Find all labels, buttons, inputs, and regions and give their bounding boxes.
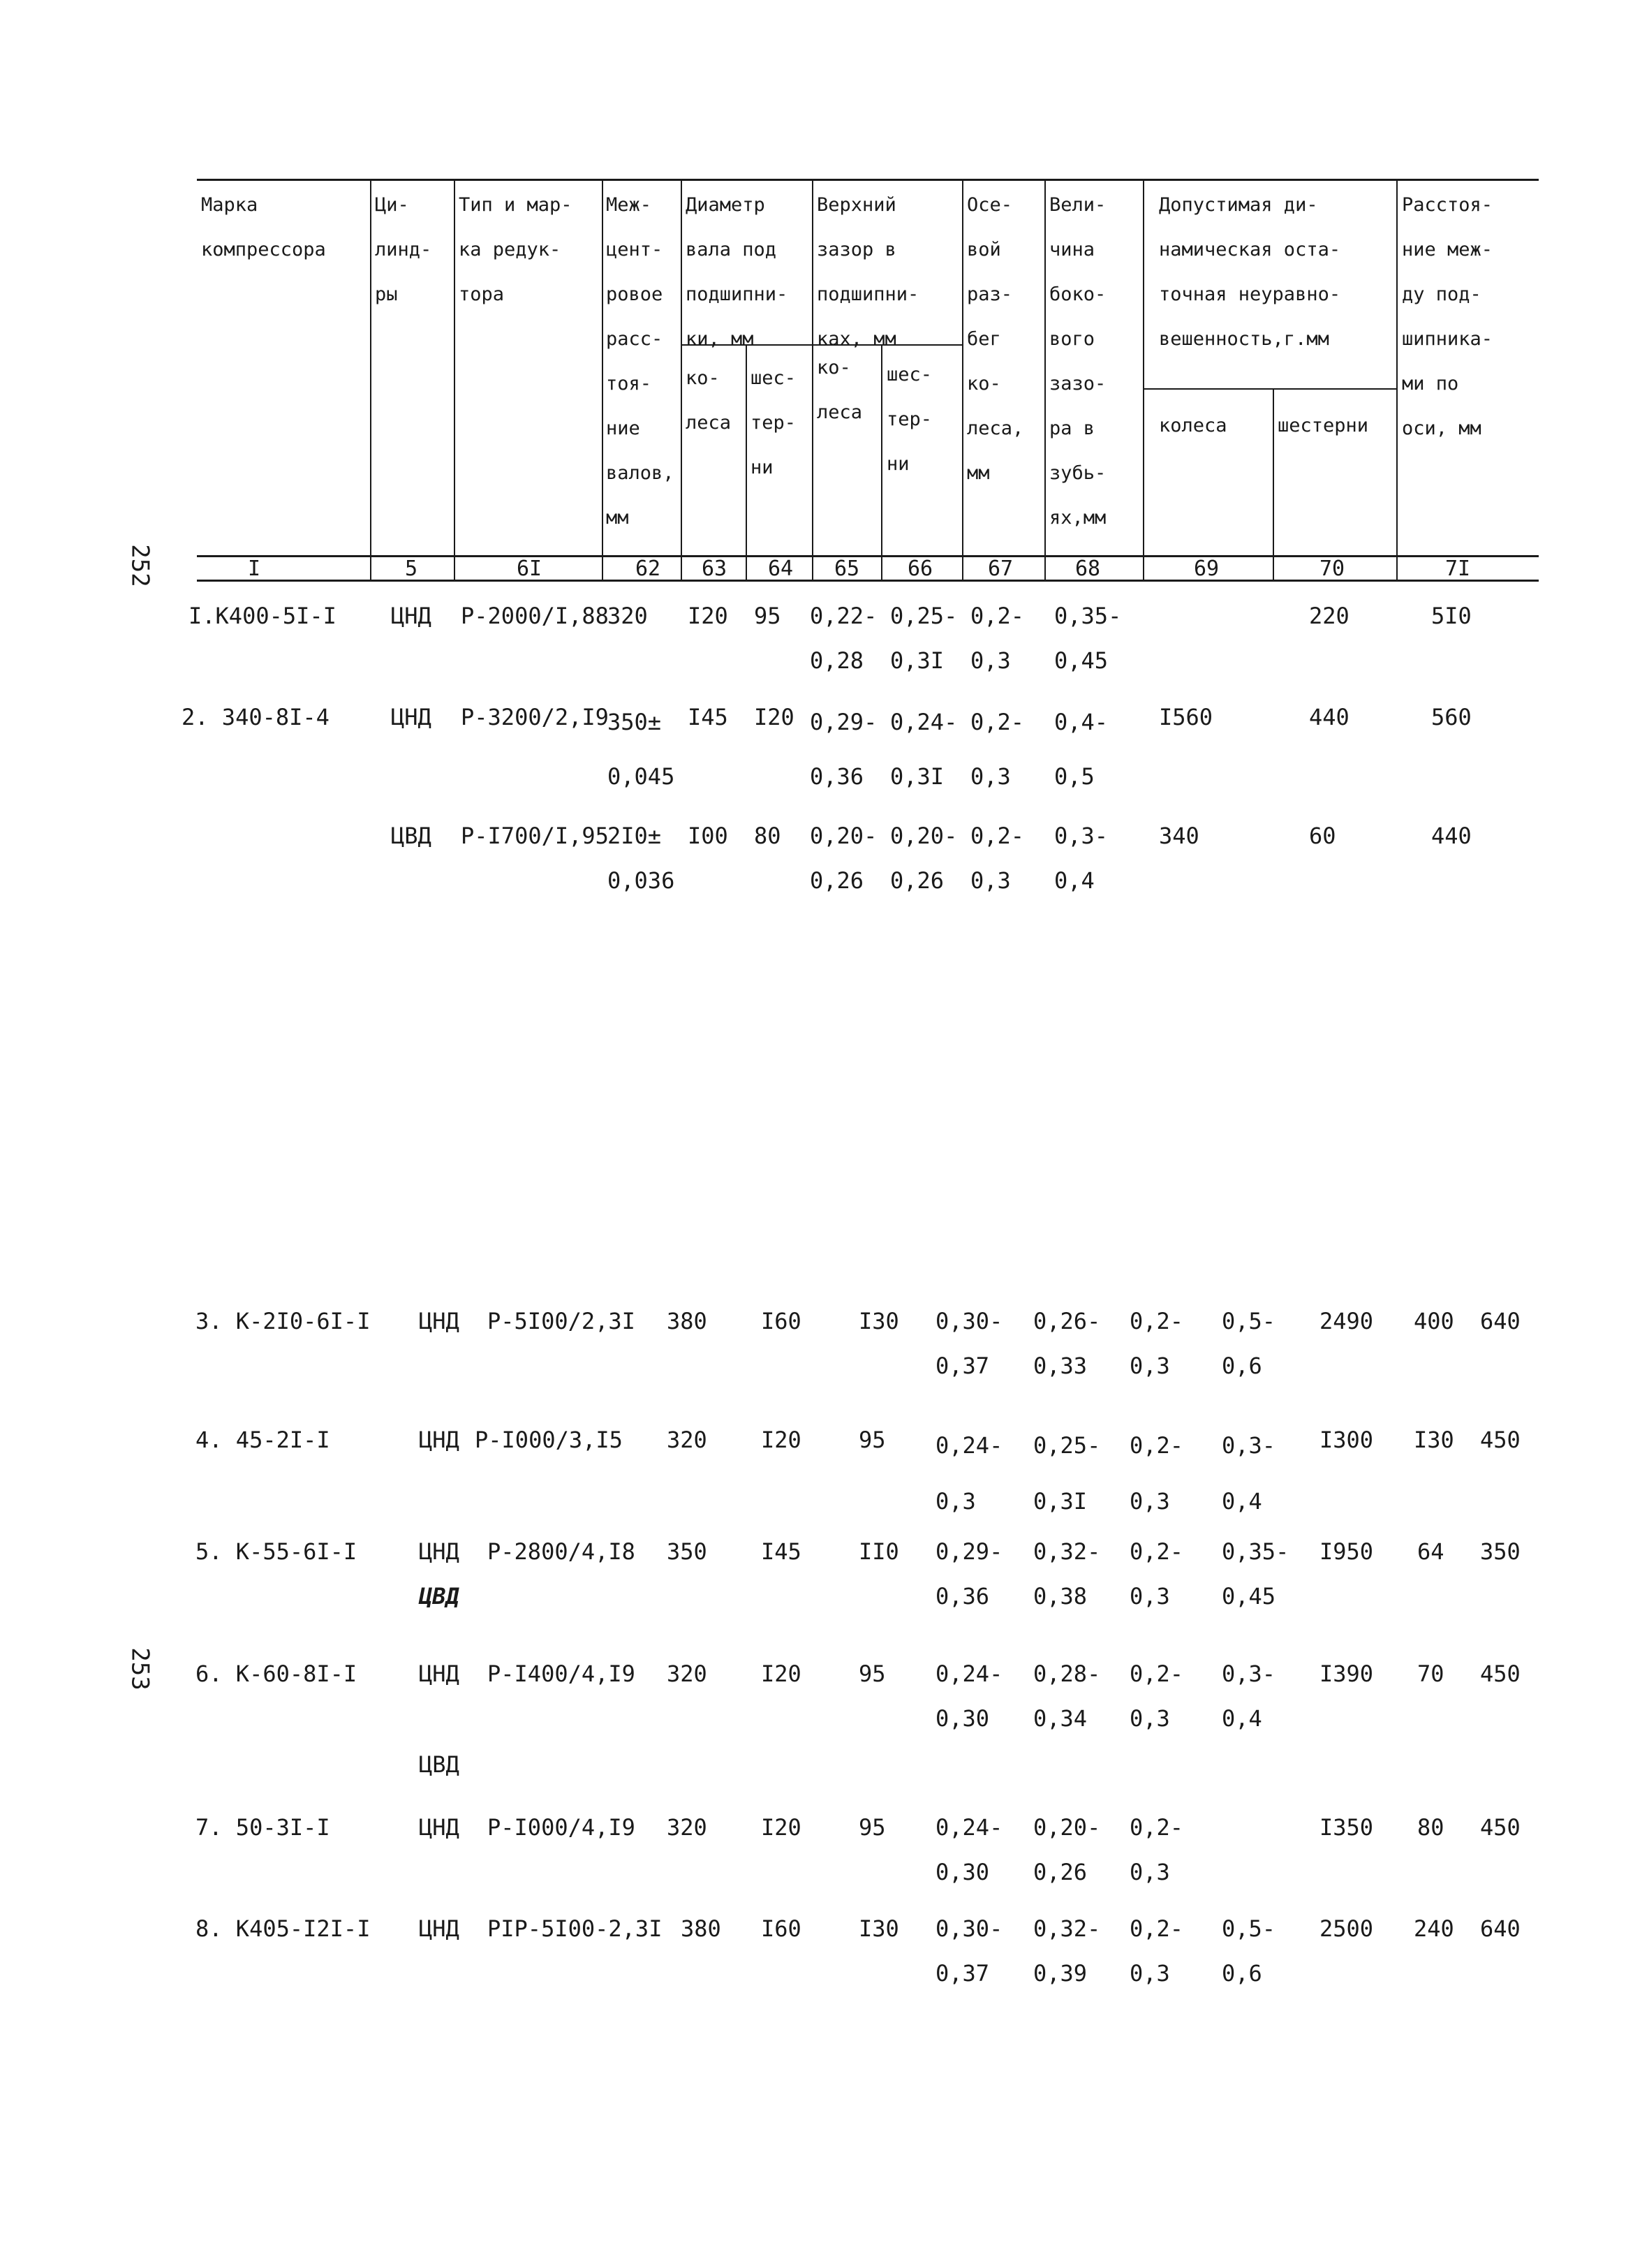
cell-marka: 4. 45-2I-I (195, 1427, 330, 1453)
cell-vkol: 0,30- 0,37 (936, 1308, 1003, 1379)
cell-tip: Р-I000/4,I9 (487, 1814, 635, 1841)
cell-mezh: 2I0± 0,036 (607, 823, 675, 894)
cell-vkol: 0,30- 0,37 (936, 1915, 1003, 1987)
header-verhniy-shest: шес- тер- ни (887, 364, 933, 475)
header-rasst: Расстоя- ние меж- ду под- шипника- ми по оси, мм (1402, 194, 1493, 439)
cell-marka: 3. К-2I0-6I-I (195, 1308, 371, 1334)
page-number-top: 252 (126, 544, 154, 587)
cell-dkol: I45 (688, 704, 728, 730)
cell-vkol: 0,29- 0,36 (810, 709, 878, 790)
cell-ras: 450 (1480, 1814, 1521, 1841)
cell-mezh: 350 (667, 1538, 707, 1565)
cell-os: 0,2- 0,3 (970, 603, 1025, 674)
cell-tip: Р-2000/I,88 (461, 603, 609, 629)
cell-cil-handwritten: ЦВД (419, 1583, 459, 1610)
cell-dk: I350 (1319, 1814, 1374, 1841)
cell-vsh: 0,20- 0,26 (1033, 1814, 1101, 1885)
header-dopust-shest: шестерни (1278, 415, 1369, 436)
cell-ds: I30 (1414, 1427, 1454, 1453)
cell-dk: 2500 (1319, 1915, 1374, 1942)
cell-dk: 340 (1159, 823, 1199, 849)
header-dopust: Допустимая ди- намическая оста- точная неуравно- вешенность,г.мм (1159, 194, 1341, 350)
cell-vsh: 0,32- 0,39 (1033, 1915, 1101, 1987)
cell-dkol: I45 (761, 1538, 801, 1565)
cell-cil: ЦНД (419, 1538, 459, 1565)
cell-vkol: 0,24- 0,30 (936, 1814, 1003, 1885)
cell-dk: I560 (1159, 704, 1213, 730)
cell-dsh: 80 (754, 823, 781, 849)
cell-ds: 80 (1417, 1814, 1444, 1841)
cell-marka: 5. К-55-6I-I (195, 1538, 357, 1565)
cell-vkol: 0,22- 0,28 (810, 603, 878, 674)
cell-dk: I300 (1319, 1427, 1374, 1453)
cell-dsh: I30 (859, 1308, 899, 1334)
cell-dkol: I60 (761, 1308, 801, 1334)
cell-ras: 450 (1480, 1660, 1521, 1687)
cell-os: 0,2- 0,3 (1130, 1915, 1184, 1987)
cell-cil: ЦНД (391, 603, 431, 629)
cell-cil: ЦНД (391, 704, 431, 730)
cell-cil: ЦНД (419, 1308, 459, 1334)
header-dopust-kolesa: колеса (1159, 415, 1227, 436)
header-osevoy: Осе- вой раз- бег ко- леса, мм (967, 194, 1024, 484)
cell-tip: Р-I700/I,95 (461, 823, 609, 849)
cell-tip: Р-I400/4,I9 (487, 1660, 635, 1687)
cell-dkol: I20 (761, 1814, 801, 1841)
cell-dsh: I20 (754, 704, 794, 730)
cell-cil: ЦВД (391, 823, 431, 849)
cell-ras: 640 (1480, 1915, 1521, 1942)
colnum: 6I (517, 557, 542, 581)
cell-mezh: 320 (667, 1660, 707, 1687)
cell-marka: 7. 50-3I-I (195, 1814, 330, 1841)
colnum: 64 (768, 557, 794, 581)
cell-ds: 220 (1309, 603, 1349, 629)
header-velichina: Вели- чина боко- вого зазо- ра в зубь- ях,мм (1049, 194, 1107, 529)
cell-dsh: 95 (754, 603, 781, 629)
header-tip: Тип и мар- ка редук- тора (459, 194, 572, 305)
cell-vel: 0,3- 0,4 (1222, 1660, 1276, 1732)
cell-marka: 2. 340-8I-4 (182, 704, 330, 730)
cell-ras: 5I0 (1431, 603, 1472, 629)
colnum: 7I (1445, 557, 1471, 581)
cell-vel: 0,4- 0,5 (1054, 709, 1109, 790)
colnum: I (248, 557, 261, 581)
cell-marka: 8. К405-I2I-I (195, 1915, 371, 1942)
colnum: 70 (1319, 557, 1345, 581)
cell-mezh: 380 (667, 1308, 707, 1334)
cell-os: 0,2- 0,3 (1130, 1308, 1184, 1379)
colnum: 62 (635, 557, 661, 581)
cell-os: 0,2- 0,3 (1130, 1538, 1184, 1610)
cell-ras: 440 (1431, 823, 1472, 849)
cell-os: 0,2- 0,3 (970, 709, 1025, 790)
cell-vsh: 0,28- 0,34 (1033, 1660, 1101, 1732)
cell-mezh: 320 (667, 1814, 707, 1841)
page-number-bottom: 253 (126, 1647, 154, 1691)
colnum: 65 (834, 557, 860, 581)
cell-ras: 640 (1480, 1308, 1521, 1334)
cell-dkol: I20 (761, 1427, 801, 1453)
colnum: 63 (702, 557, 727, 581)
cell-vkol: 0,24- 0,3 (936, 1432, 1003, 1515)
cell-dkol: I20 (761, 1660, 801, 1687)
cell-mezh: 320 (667, 1427, 707, 1453)
cell-tip: Р-5I00/2,3I (487, 1308, 635, 1334)
cell-dkol: I00 (688, 823, 728, 849)
cell-vsh: 0,25- 0,3I (1033, 1432, 1101, 1515)
cell-ds: 400 (1414, 1308, 1454, 1334)
cell-dk: I390 (1319, 1660, 1374, 1687)
header-verhniy: Верхний зазор в подшипни- ках, мм (817, 194, 919, 350)
cell-cil: ЦНД (419, 1660, 459, 1687)
cell-cil: ЦНД (419, 1814, 459, 1841)
cell-vel: 0,5- 0,6 (1222, 1915, 1276, 1987)
header-diametr: Диаметр вала под подшипни- ки, мм (686, 194, 788, 350)
cell-ds: 240 (1414, 1915, 1454, 1942)
cell-tip: Р-I000/3,I5 (475, 1427, 623, 1453)
cell-os: 0,2- 0,3 (1130, 1660, 1184, 1732)
cell-ras: 560 (1431, 704, 1472, 730)
cell-vsh: 0,25- 0,3I (890, 603, 958, 674)
cell-vel: 0,5- 0,6 (1222, 1308, 1276, 1379)
cell-cil: ЦНД (419, 1915, 459, 1942)
header-diametr-shest: шес- тер- ни (750, 367, 797, 478)
colnum: 69 (1194, 557, 1220, 581)
cell-dsh: 95 (859, 1660, 886, 1687)
cell-marka: 6. К-60-8I-I (195, 1660, 357, 1687)
cell-vel: 0,3- 0,4 (1222, 1432, 1276, 1515)
cell-vkol: 0,20- 0,26 (810, 823, 878, 894)
header-top-rule (197, 179, 1539, 181)
cell-tip: Р-2800/4,I8 (487, 1538, 635, 1565)
cell-os: 0,2- 0,3 (970, 823, 1025, 894)
cell-tip: РIР-5I00-2,3I (487, 1915, 663, 1942)
cell-cil-second: ЦВД (419, 1751, 459, 1778)
cell-vsh: 0,32- 0,38 (1033, 1538, 1101, 1610)
header-mezhcentr: Меж- цент- ровое расс- тоя- ние валов, мм (606, 194, 674, 529)
cell-vel: 0,35- 0,45 (1054, 603, 1122, 674)
cell-ds: 60 (1309, 823, 1336, 849)
colnum: 67 (988, 557, 1014, 581)
cell-ds: 440 (1309, 704, 1349, 730)
cell-mezh: 380 (681, 1915, 721, 1942)
cell-mezh: 350± 0,045 (607, 709, 675, 790)
cell-tip: Р-3200/2,I9 (461, 704, 609, 730)
cell-dsh: 95 (859, 1427, 886, 1453)
cell-ds: 64 (1417, 1538, 1444, 1565)
header-marka: Марка компрессора (201, 194, 326, 260)
cell-mezh: 320 (607, 603, 648, 629)
cell-os: 0,2- 0,3 (1130, 1432, 1184, 1515)
cell-ras: 450 (1480, 1427, 1521, 1453)
cell-dkol: I20 (688, 603, 728, 629)
cell-dk: 2490 (1319, 1308, 1374, 1334)
cell-os: 0,2- 0,3 (1130, 1814, 1184, 1885)
cell-dk: I950 (1319, 1538, 1374, 1565)
cell-vsh: 0,20- 0,26 (890, 823, 958, 894)
header-verhniy-kolesa: ко- леса (817, 357, 863, 423)
cell-ras: 350 (1480, 1538, 1521, 1565)
header-diametr-kolesa: ко- леса (686, 367, 732, 434)
colnum: 5 (405, 557, 418, 581)
cell-vel: 0,35- 0,45 (1222, 1538, 1289, 1610)
colnum: 66 (908, 557, 933, 581)
colnum: 68 (1075, 557, 1101, 581)
cell-dsh: I30 (859, 1915, 899, 1942)
cell-dkol: I60 (761, 1915, 801, 1942)
cell-marka: I.К400-5I-I (188, 603, 337, 629)
cell-vsh: 0,26- 0,33 (1033, 1308, 1101, 1379)
cell-dsh: II0 (859, 1538, 899, 1565)
cell-vel: 0,3- 0,4 (1054, 823, 1109, 894)
header-cilindry: Ци- линд- ры (375, 194, 432, 305)
cell-dsh: 95 (859, 1814, 886, 1841)
cell-vkol: 0,29- 0,36 (936, 1538, 1003, 1610)
cell-cil: ЦНД (419, 1427, 459, 1453)
cell-vsh: 0,24- 0,3I (890, 709, 958, 790)
cell-vkol: 0,24- 0,30 (936, 1660, 1003, 1732)
cell-ds: 70 (1417, 1660, 1444, 1687)
